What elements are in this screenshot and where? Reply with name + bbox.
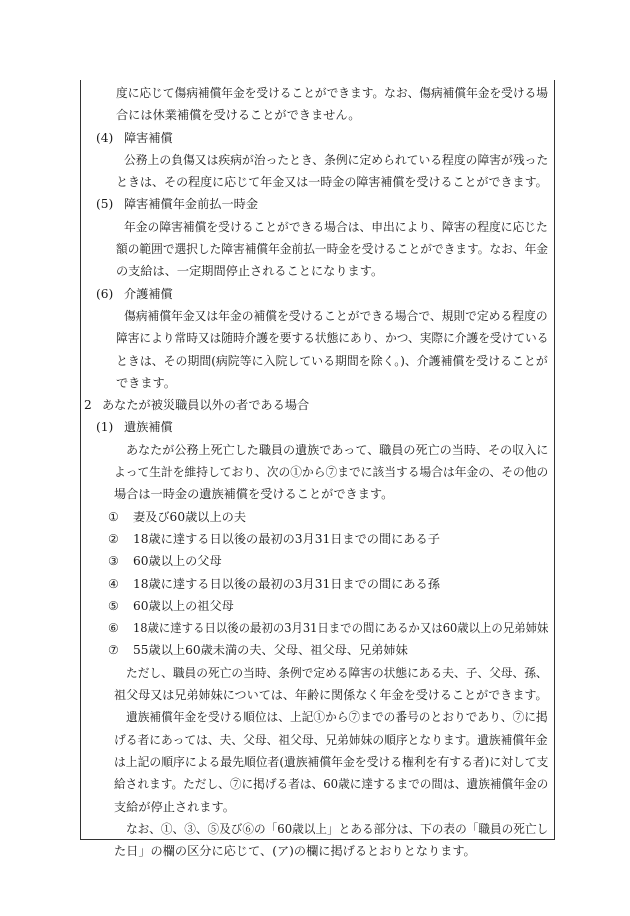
line-text: 18歳に達する日以後の最初の3月31日までの間にある子 xyxy=(133,531,440,546)
text-line xyxy=(80,372,555,394)
text-line xyxy=(80,662,555,684)
line-text: 年金の障害補償を受けることができる場合は、申出により、障害の程度に応じた xyxy=(124,219,548,234)
line-text: の支給は、一定期間停止されることになります。 xyxy=(116,264,384,279)
text-line xyxy=(80,327,555,349)
text-line xyxy=(80,439,555,461)
text-line xyxy=(80,684,555,706)
text-line xyxy=(80,483,555,505)
item-label: (1) xyxy=(96,420,114,435)
line-text: 公務上の負傷又は疾病が治ったとき、条例に定められている程度の障害が残った xyxy=(124,152,549,167)
text-line xyxy=(80,617,555,639)
line-text: 遺族補償年金を受ける順位は、上記①から⑦までの番号のとおりであり、⑦に掲 xyxy=(126,710,548,725)
text-line xyxy=(80,416,555,438)
line-text: 障害補償 xyxy=(124,130,173,145)
item-label: ④ xyxy=(108,576,119,591)
item-label: (4) xyxy=(96,130,114,145)
text-line xyxy=(80,283,555,305)
line-text: 18歳に達する日以後の最初の3月31日までの間にあるか又は60歳以上の兄弟姉妹 xyxy=(133,621,549,636)
item-label: 2 xyxy=(84,398,92,413)
line-text: 障害補償年金前払一時金 xyxy=(124,197,259,212)
line-text: 場合は一時金の遺族補償を受けることができます。 xyxy=(114,487,394,502)
line-text: は上記の順序による最先順位者(遺族補償年金を受ける権利を有する者)に対して支 xyxy=(114,754,549,769)
text-line xyxy=(80,573,555,595)
text-line xyxy=(80,171,555,193)
line-text: よって生計を維持しており、次の①から⑦までに該当する場合は年金の、その他の xyxy=(114,465,549,480)
line-text: 60歳以上の祖父母 xyxy=(133,598,234,613)
line-text: 合には休業補償を受けることができません。 xyxy=(116,108,361,123)
item-label: (6) xyxy=(96,286,114,301)
text-line xyxy=(80,818,555,840)
line-text: 介護補償 xyxy=(124,286,173,301)
line-text: ときは、その期間(病院等に入院している期間を除く。)、介護補償を受けることが xyxy=(116,353,548,368)
line-text: 妻及び60歳以上の夫 xyxy=(133,509,247,524)
item-label: ⑥ xyxy=(108,621,119,636)
item-label: ⑦ xyxy=(108,643,119,658)
item-label: ② xyxy=(108,531,119,546)
item-label: (5) xyxy=(96,197,114,212)
text-line xyxy=(80,305,555,327)
line-text: 額の範囲で選択した障害補償年金前払一時金を受けることができます。なお、年金 xyxy=(116,242,548,257)
item-label: ⑤ xyxy=(108,598,119,613)
line-text: 60歳以上の父母 xyxy=(133,554,222,569)
text-line xyxy=(80,127,555,149)
text-line xyxy=(80,706,555,728)
text-line xyxy=(80,550,555,572)
text-line xyxy=(80,796,555,818)
document-body xyxy=(80,80,555,862)
text-line xyxy=(80,751,555,773)
line-text: あなたが公務上死亡した職員の遺族であって、職員の死亡の当時、その収入に xyxy=(126,442,549,457)
line-text: あなたが被災職員以外の者である場合 xyxy=(102,398,310,413)
text-line xyxy=(80,506,555,528)
line-text: 障害により常時又は随時介護を要する状態にあり、かつ、実際に介護を受けている xyxy=(116,331,549,346)
line-text: できます。 xyxy=(116,375,176,390)
text-line xyxy=(80,149,555,171)
line-text: ただし、職員の死亡の当時、条例で定める障害の状態にある夫、子、父母、孫、 xyxy=(126,665,548,680)
line-text: た日」の欄の区分に応じて、(ア)の欄に掲げるとおりとなります。 xyxy=(114,844,476,859)
text-line xyxy=(80,840,555,862)
text-line xyxy=(80,461,555,483)
text-line xyxy=(80,729,555,751)
text-line xyxy=(80,104,555,126)
text-line xyxy=(80,394,555,416)
line-text: 給されます。ただし、⑦に掲げる者は、60歳に達するまでの間は、遺族補償年金の xyxy=(114,777,549,792)
text-line xyxy=(80,350,555,372)
line-text: 支給が停止されます。 xyxy=(114,799,235,814)
item-label: ③ xyxy=(108,554,119,569)
text-line xyxy=(80,595,555,617)
text-line xyxy=(80,193,555,215)
line-text: 55歳以上60歳未満の夫、父母、祖父母、兄弟姉妹 xyxy=(133,643,408,658)
text-line xyxy=(80,238,555,260)
text-line xyxy=(80,260,555,282)
line-text: げる者にあっては、夫、父母、祖父母、兄弟姉妹の順序となります。遺族補償年金 xyxy=(114,732,548,747)
text-line xyxy=(80,639,555,661)
line-text: なお、①、③、⑤及び⑥の「60歳以上」とある部分は、下の表の「職員の死亡し xyxy=(126,821,549,836)
text-line xyxy=(80,216,555,238)
line-text: 傷病補償年金又は年金の補償を受けることができる場合で、規則で定める程度の xyxy=(124,308,548,323)
text-line xyxy=(80,773,555,795)
text-line xyxy=(80,82,555,104)
item-label: ① xyxy=(108,509,119,524)
line-text: 18歳に達する日以後の最初の3月31日までの間にある孫 xyxy=(133,576,440,591)
line-text: ときは、その程度に応じて年金又は一時金の障害補償を受けることができます。 xyxy=(116,175,548,190)
line-text: 度に応じて傷病補償年金を受けることができます。なお、傷病補償年金を受ける場 xyxy=(116,86,548,100)
line-text: 祖父母又は兄弟姉妹については、年齢に関係なく年金を受けることができます。 xyxy=(114,688,548,703)
text-line xyxy=(80,528,555,550)
line-text: 遺族補償 xyxy=(124,420,173,435)
